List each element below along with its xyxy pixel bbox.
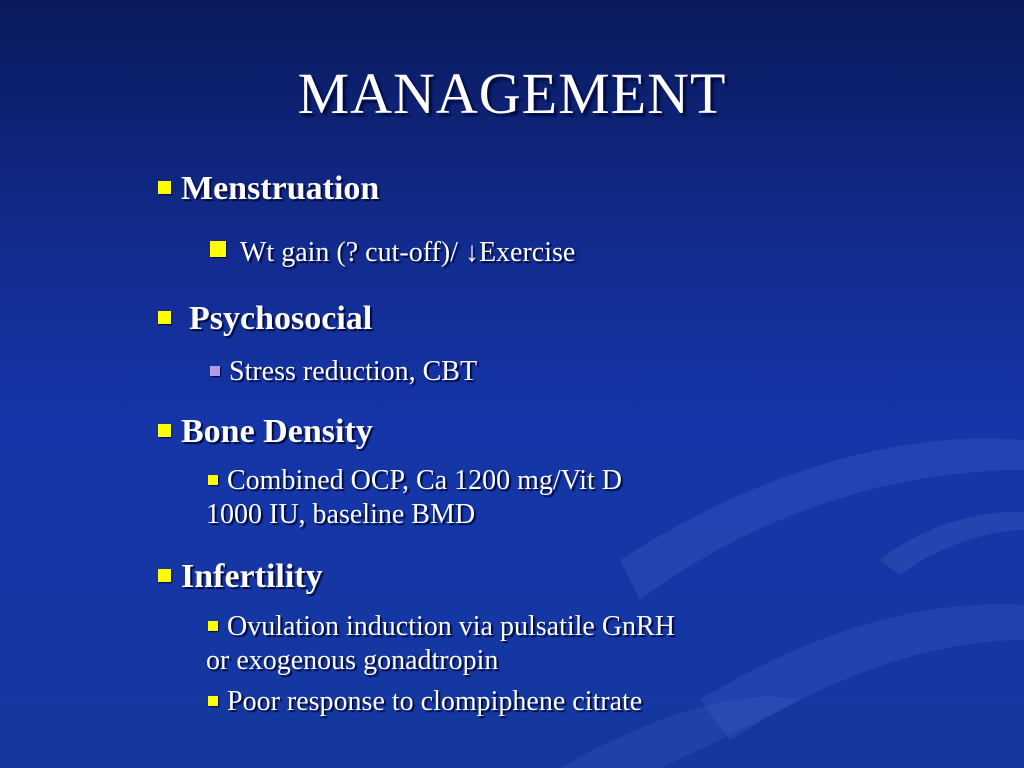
square-bullet-icon (210, 366, 220, 376)
square-bullet-icon (158, 424, 171, 437)
heading-text: Psychosocial (189, 300, 373, 337)
square-bullet-icon (208, 475, 218, 485)
section-heading-menstruation (158, 170, 379, 208)
bullet-item (208, 686, 642, 718)
section-heading-psychosocial (158, 300, 372, 338)
square-bullet-icon (158, 311, 171, 324)
heading-text: Infertility (181, 558, 323, 595)
heading-text: Menstruation (181, 170, 380, 207)
bullet-item (210, 356, 477, 388)
bullet-text: Wt gain (? cut-off)/ ↓Exercise (240, 237, 576, 268)
bullet-text: Poor response to clompiphene citrate (227, 686, 643, 717)
section-heading-bone-density (158, 413, 373, 451)
square-bullet-icon (158, 181, 171, 194)
bullet-text-continuation: or exogenous gonadtropin (206, 645, 499, 676)
bullet-item (210, 237, 575, 269)
heading-text: Bone Density (181, 413, 373, 450)
square-bullet-icon (208, 621, 218, 631)
bullet-item (208, 465, 622, 497)
section-heading-infertility (158, 558, 323, 596)
bullet-text: Stress reduction, CBT (229, 356, 478, 387)
bullet-item (208, 611, 675, 643)
square-bullet-icon (208, 696, 218, 706)
slide-title: MANAGEMENT (297, 61, 727, 126)
square-bullet-icon (158, 569, 171, 582)
bullet-text: Combined OCP, Ca 1200 mg/Vit D (227, 465, 623, 496)
bullet-text-continuation: 1000 IU, baseline BMD (206, 499, 476, 530)
bullet-text: Ovulation induction via pulsatile GnRH (227, 611, 675, 642)
square-bullet-icon (210, 241, 226, 257)
